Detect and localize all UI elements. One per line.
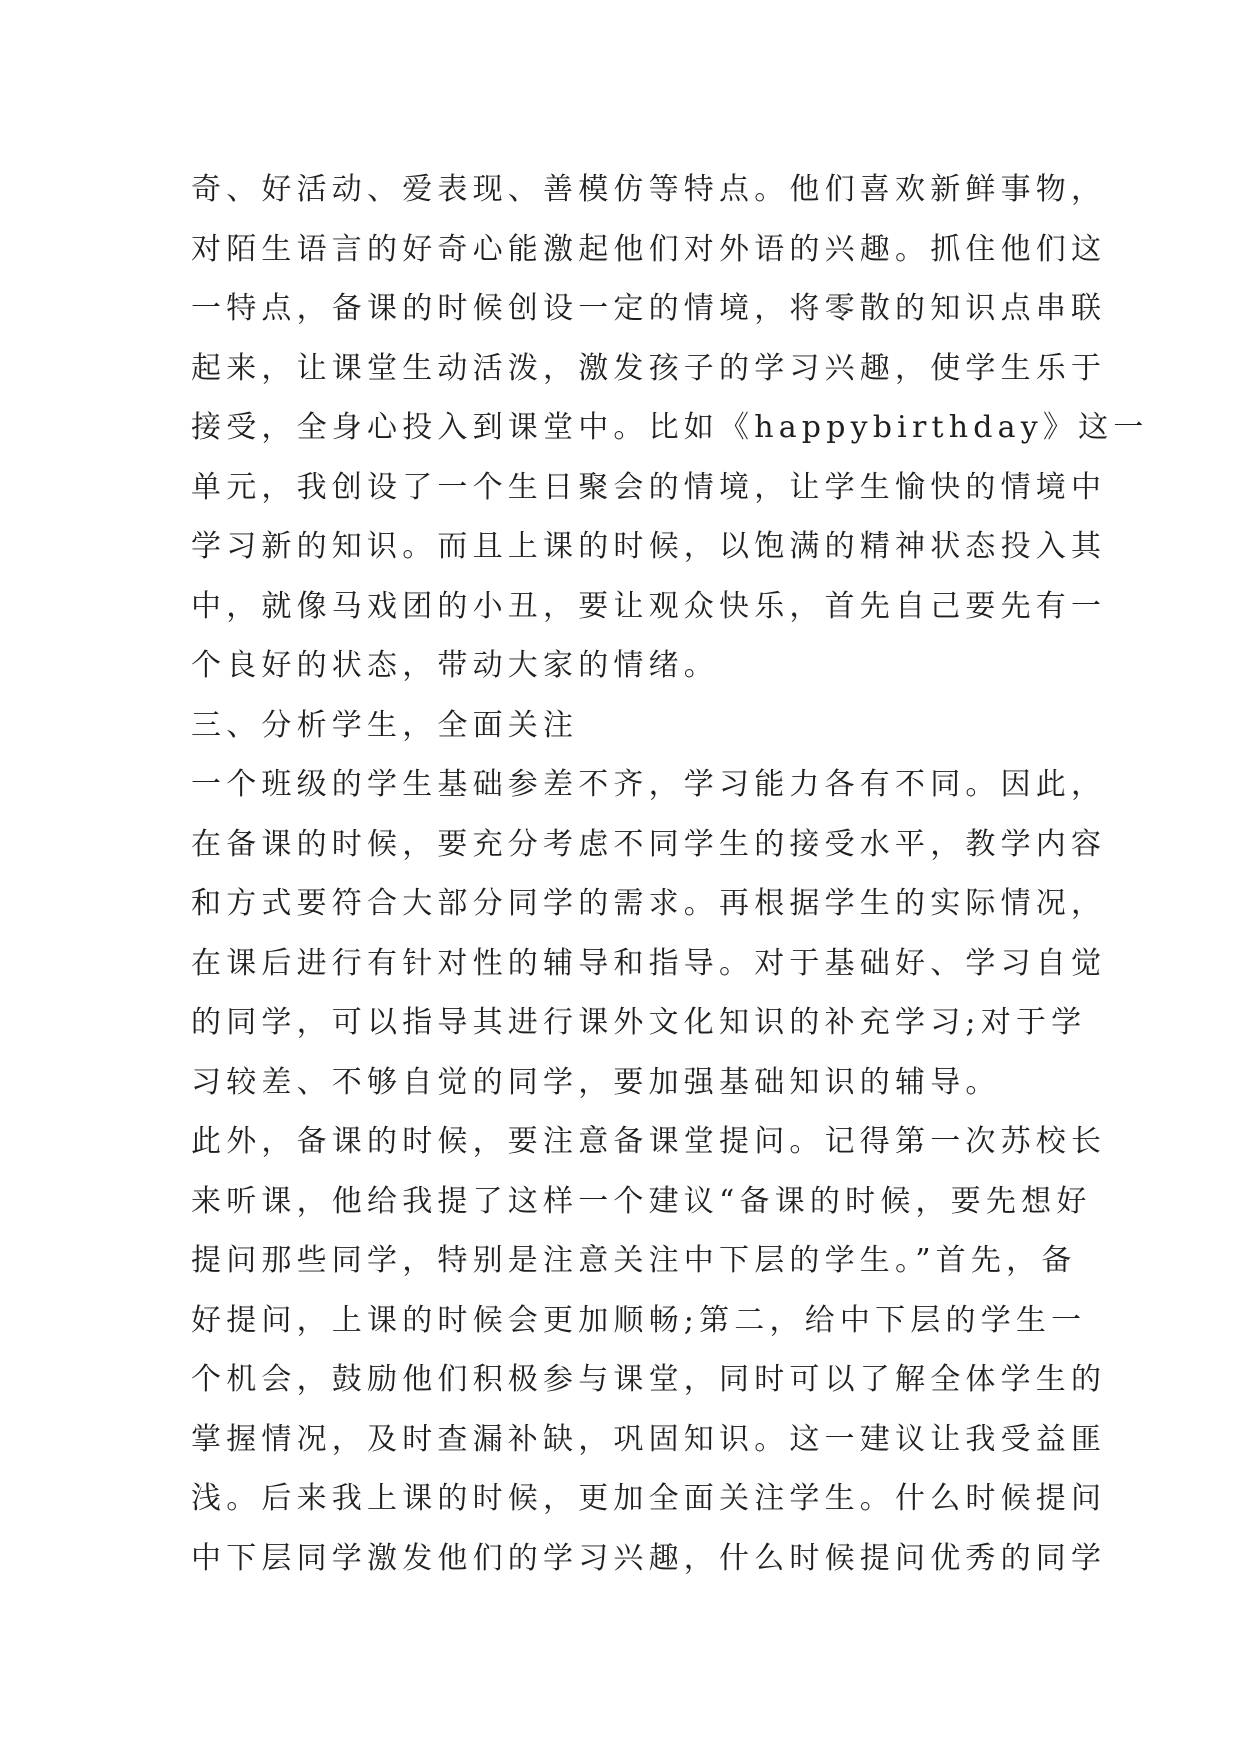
text-line: 浅。后来我上课的时候，更加全面关注学生。什么时候提问 — [191, 1481, 1107, 1516]
text-line: 习较差、不够自觉的同学，要加强基础知识的辅导。 — [191, 1064, 1001, 1100]
text-line: 中，就像马戏团的小丑，要让观众快乐，首先自己要先有一 — [191, 588, 1107, 624]
body-text — [191, 160, 1149, 1588]
text-line: 一特点，备课的时候创设一定的情境，将零散的知识点串联 — [191, 291, 1107, 326]
text-line: 的同学，可以指导其进行课外文化知识的补充学习;对于学 — [191, 1005, 1087, 1040]
text-line: 起来，让课堂生动活泼，激发孩子的学习兴趣，使学生乐于 — [191, 350, 1107, 386]
text-line: 提问那些同学，特别是注意关注中下层的学生。”首先，备 — [191, 1243, 1077, 1278]
text-line: 一个班级的学生基础参差不齐，学习能力各有不同。因此， — [191, 767, 1107, 802]
text-line: 在备课的时候，要充分考虑不同学生的接受水平，教学内容 — [191, 826, 1107, 862]
text-line: 单元，我创设了一个生日聚会的情境，让学生愉快的情境中 — [191, 469, 1107, 505]
section-heading: 三、分析学生，全面关注 — [191, 707, 579, 743]
text-line: 好提问，上课的时候会更加顺畅;第二，给中下层的学生一 — [191, 1302, 1087, 1338]
text-line: 中下层同学激发他们的学习兴趣，什么时候提问优秀的同学 — [191, 1540, 1107, 1576]
text-line: 学习新的知识。而且上课的时候，以饱满的精神状态投入其 — [191, 529, 1107, 564]
text-line: 个机会，鼓励他们积极参与课堂，同时可以了解全体学生的 — [191, 1362, 1107, 1397]
text-line: 奇、好活动、爱表现、善模仿等特点。他们喜欢新鲜事物， — [191, 172, 1107, 207]
text-line: 来听课，他给我提了这样一个建议“备课的时候，要先想好 — [191, 1183, 1092, 1219]
text-line: 此外，备课的时候，要注意备课堂提问。记得第一次苏校长 — [191, 1124, 1107, 1159]
text-line: 掌握情况，及时查漏补缺，巩固知识。这一建议让我受益匪 — [191, 1421, 1107, 1457]
text-line: 接受，全身心投入到课堂中。比如《happybirthday》这一 — [191, 410, 1149, 445]
text-line: 在课后进行有针对性的辅导和指导。对于基础好、学习自觉 — [191, 945, 1107, 981]
text-line: 个良好的状态，带动大家的情绪。 — [191, 648, 719, 683]
text-line: 对陌生语言的好奇心能激起他们对外语的兴趣。抓住他们这 — [191, 231, 1107, 267]
text-line: 和方式要符合大部分同学的需求。再根据学生的实际情况， — [191, 886, 1107, 921]
